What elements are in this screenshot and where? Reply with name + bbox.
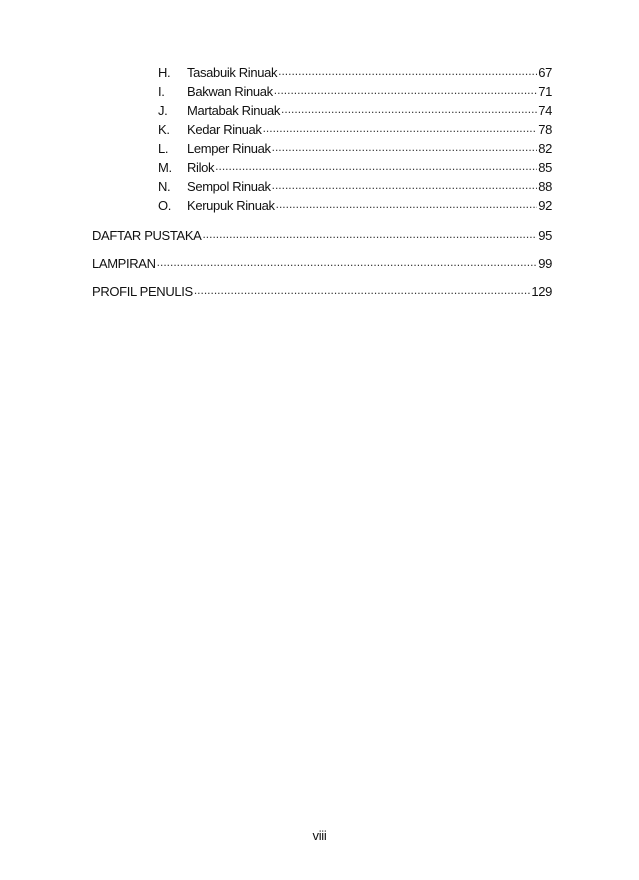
- toc-entry-j: [158, 101, 552, 119]
- toc-entry-daftar-pustaka: [92, 226, 552, 244]
- toc-entry-title: PROFIL PENULIS: [92, 284, 193, 299]
- toc-entry-letter: K.: [158, 122, 170, 137]
- toc-entry-page: 67: [538, 65, 552, 80]
- toc-entry-title: LAMPIRAN: [92, 256, 156, 271]
- toc-entry-n: [158, 177, 552, 195]
- toc-entry-o: [158, 196, 552, 214]
- dot-leader: [274, 82, 537, 96]
- dot-leader: [194, 282, 531, 296]
- dot-leader: [157, 254, 538, 268]
- dot-leader: [215, 158, 537, 172]
- toc-entry-title: Martabak Rinuak: [187, 103, 281, 118]
- toc-entry-title: DAFTAR PUSTAKA: [92, 228, 202, 243]
- toc-entry-m: [158, 158, 552, 176]
- toc-entry-page: 71: [538, 84, 552, 99]
- toc-entry-letter: M.: [158, 160, 172, 175]
- toc-entry-title: Rilok: [187, 160, 215, 175]
- toc-entry-title: Kerupuk Rinuak: [187, 198, 275, 213]
- toc-entry-letter: N.: [158, 179, 171, 194]
- toc-entry-title: Bakwan Rinuak: [187, 84, 273, 99]
- toc-entry-page: 85: [538, 160, 552, 175]
- toc-entry-letter: I.: [158, 84, 165, 99]
- dot-leader: [281, 101, 537, 115]
- toc-entry-title: Tasabuik Rinuak: [187, 65, 278, 80]
- toc-entry-page: 129: [531, 284, 552, 299]
- toc-entry-page: 82: [538, 141, 552, 156]
- toc-entry-l: [158, 139, 552, 157]
- toc-entry-profil-penulis: [92, 282, 552, 300]
- dot-leader: [278, 63, 537, 77]
- dot-leader: [272, 139, 538, 153]
- toc-entry-letter: H.: [158, 65, 171, 80]
- toc-entry-page: 74: [538, 103, 552, 118]
- dot-leader: [263, 120, 538, 134]
- dot-leader: [272, 177, 538, 191]
- toc-entry-letter: O.: [158, 198, 172, 213]
- dot-leader: [202, 226, 537, 240]
- toc-entry-page: 95: [538, 228, 552, 243]
- toc-entry-lampiran: [92, 254, 552, 272]
- toc-entry-i: [158, 82, 552, 100]
- toc-entry-page: 88: [538, 179, 552, 194]
- toc-entry-title: Sempol Rinuak: [187, 179, 271, 194]
- page-number: viii: [312, 828, 327, 843]
- toc-entry-letter: J.: [158, 103, 168, 118]
- toc-entry-letter: L.: [158, 141, 169, 156]
- toc-entry-page: 78: [538, 122, 552, 137]
- toc-entry-h: [158, 63, 552, 81]
- dot-leader: [276, 196, 538, 210]
- toc-entry-title: Lemper Rinuak: [187, 141, 271, 156]
- toc-entry-page: 92: [538, 198, 552, 213]
- toc-entry-k: [158, 120, 552, 138]
- toc-entry-page: 99: [538, 256, 552, 271]
- toc-entry-title: Kedar Rinuak: [187, 122, 262, 137]
